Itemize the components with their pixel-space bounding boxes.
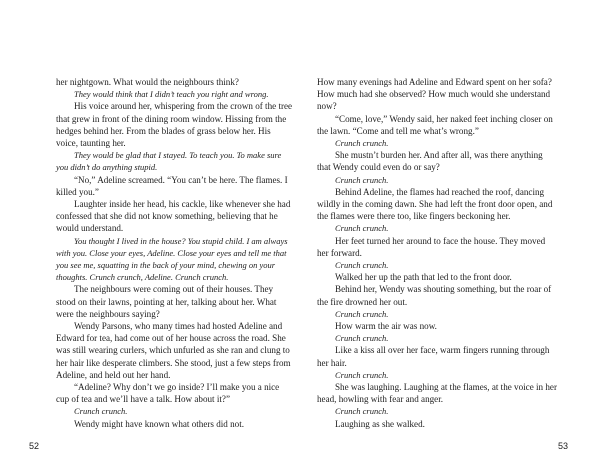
- italic-paragraph: Crunch crunch.: [74, 406, 128, 417]
- italic-paragraph: Crunch crunch.: [335, 333, 389, 344]
- page-number-right: 53: [558, 441, 569, 451]
- paragraph: her nightgown. What would the neighbours think?: [56, 77, 239, 87]
- paragraph: She was laughing. Laughing at the flames, at the voice in her head, howling with fear and anger.: [317, 382, 557, 405]
- paragraph: The neighbours were coming out of their houses. They stood on their lawns, pointing at her, talking about her. What were the neighbours saying?: [56, 284, 277, 319]
- paragraph: How warm the air was now.: [335, 321, 437, 332]
- paragraph: Wendy might have known what others did not.: [74, 418, 245, 429]
- right-page: [317, 76, 557, 430]
- paragraph: Like a kiss all over her face, warm fingers running through her hair.: [317, 345, 550, 368]
- italic-paragraph: You thought I lived in the house? You stupid child. I am always with you. Close your eyes, Adeline. Close your eyes and tell me that you see me, squatting in the back of your mind, chewing on your thoughts. Crunch crunch, Adeline. Crunch crunch.: [56, 235, 288, 283]
- italic-paragraph: They would be glad that I stayed. To teach you. To make sure you didn’t do anything stupid.: [56, 150, 282, 173]
- left-page: [56, 76, 294, 430]
- paragraph: Behind Adeline, the flames had reached the roof, dancing wildly in the coming dawn. She had left the front door open, and the flames were there too, like fingers beckoning her.: [317, 186, 553, 222]
- paragraph: Laughing as she walked.: [335, 418, 425, 429]
- paragraph: His voice around her, whispering from the crown of the tree that grew in front of the dining room window. Hissing from the hedges behind her. From the blades of grass below her. His voice, taunting her.: [56, 101, 293, 149]
- paragraph: “No,” Adeline screamed. “You can’t be here. The flames. I killed you.”: [56, 174, 288, 197]
- paragraph: “Adeline? Why don’t we go inside? I’ll make you a nice cup of tea and we’ll have a talk. How about it?”: [56, 382, 280, 405]
- italic-paragraph: Crunch crunch.: [335, 223, 389, 234]
- italic-paragraph: They would think that I didn’t teach you right and wrong.: [74, 89, 269, 100]
- italic-paragraph: Crunch crunch.: [335, 260, 389, 271]
- italic-paragraph: Crunch crunch.: [335, 369, 389, 380]
- paragraph: Her feet turned her around to face the house. They moved her forward.: [317, 235, 546, 258]
- page-number-left: 52: [29, 441, 40, 451]
- italic-paragraph: Crunch crunch.: [335, 174, 389, 185]
- paragraph: How many evenings had Adeline and Edward spent on her sofa? How much had she observed? How much would she understand now?: [317, 77, 552, 112]
- paragraph: Walked her up the path that led to the front door.: [335, 272, 512, 283]
- italic-paragraph: Crunch crunch.: [335, 406, 389, 417]
- paragraph: Behind her, Wendy was shouting something, but the roar of the fire drowned her out.: [317, 284, 552, 307]
- paragraph: Laughter inside her head, his cackle, like whenever she had confessed that she did not know something, believing that he would understand.: [56, 199, 291, 234]
- paragraph: She mustn’t burden her. And after all, was there anything that Wendy could even do or say?: [317, 150, 543, 173]
- italic-paragraph: Crunch crunch.: [335, 308, 389, 319]
- paragraph: “Come, love,” Wendy said, her naked feet inching closer on the lawn. “Come and tell me what’s wrong.”: [317, 113, 553, 136]
- italic-paragraph: Crunch crunch.: [335, 138, 389, 149]
- paragraph: Wendy Parsons, who many times had hosted Adeline and Edward for tea, had come out of her house across the road. She was still wearing curlers, which unfurled as she ran and clung to her hair like desperate climbers. She stood, just a few steps from Adeline, and held out her hand.: [56, 321, 291, 380]
